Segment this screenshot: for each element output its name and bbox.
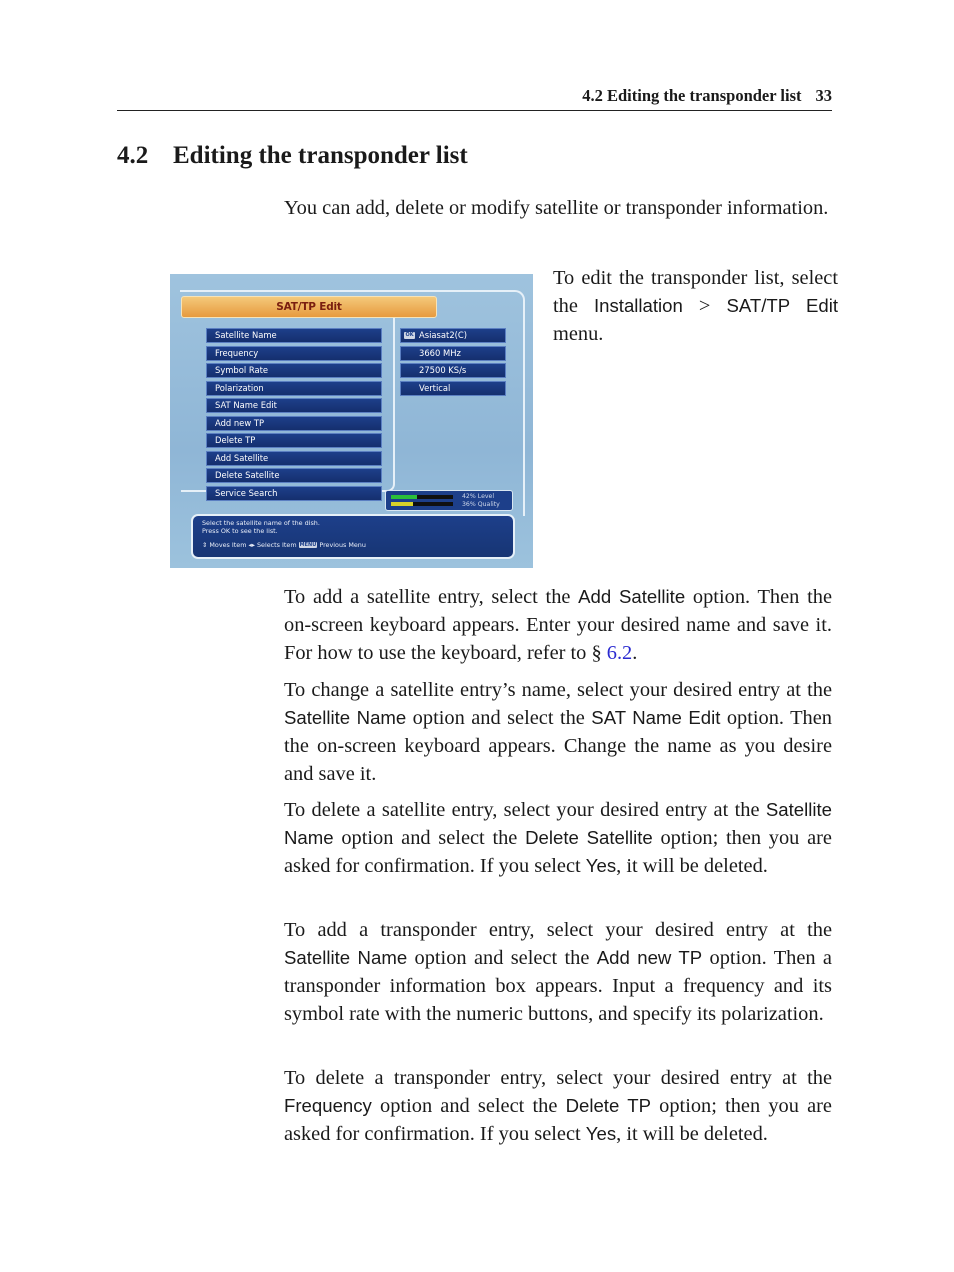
value-frequency[interactable]: 3660 MHz xyxy=(400,346,506,361)
side-note: To edit the transponder list, select the Installation > SAT/TP Edit menu. xyxy=(553,267,838,345)
running-head xyxy=(117,86,832,111)
level-bar-fill xyxy=(391,495,417,499)
menu-item-delete-tp[interactable]: Delete TP xyxy=(206,433,382,448)
help-box xyxy=(191,514,515,559)
level-bar xyxy=(391,495,453,499)
level-label: 42% Level xyxy=(462,493,495,500)
help-move: Moves Item xyxy=(209,541,247,549)
menu-item-satellite-name[interactable]: Satellite Name xyxy=(206,328,382,343)
intro-paragraph: You can add, delete or modify satellite or transponder information. xyxy=(284,197,829,219)
screen-title: SAT/TP Edit xyxy=(181,296,437,318)
sat-tp-edit-screenshot xyxy=(170,274,533,568)
running-head-title: 4.2 Editing the transponder list xyxy=(582,86,802,105)
paragraph-delete-satellite: To delete a satellite entry, select your desired entry at the Satellite Name option and select the Delete Satellite option; then you are asked for confirmation. If you select Yes, it will be deleted. xyxy=(284,799,832,877)
menu-item-service-search[interactable]: Service Search xyxy=(206,486,382,501)
value-satellite-name-text: Asiasat2(C) xyxy=(419,330,468,340)
paragraph-add-transponder: To add a transponder entry, select your desired entry at the Satellite Name option and select the Add new TP option. Then a transponder information box appears. Input a frequency and its symbol rate with the numeric buttons, and specify its polarization. xyxy=(284,919,832,1025)
paragraph-delete-transponder: To delete a transponder entry, select your desired entry at the Frequency option and select the Delete TP option; then you are asked for confirmation. If you select Yes, it will be deleted. xyxy=(284,1067,832,1145)
value-symbol-rate[interactable]: 27500 KS/s xyxy=(400,363,506,378)
menu-item-add-satellite[interactable]: Add Satellite xyxy=(206,451,382,466)
value-polarization[interactable]: Vertical xyxy=(400,381,506,396)
help-line-2: Press OK to see the list. xyxy=(202,527,278,535)
menu-item-polarization[interactable]: Polarization xyxy=(206,381,382,396)
menu-list xyxy=(206,328,382,503)
menu-item-delete-satellite[interactable]: Delete Satellite xyxy=(206,468,382,483)
section-heading xyxy=(117,142,468,170)
help-select: Selects Item xyxy=(256,541,297,549)
menu-item-sat-name-edit[interactable]: SAT Name Edit xyxy=(206,398,382,413)
menu-item-add-new-tp[interactable]: Add new TP xyxy=(206,416,382,431)
section-number: 4.2 xyxy=(117,142,149,169)
quality-label: 36% Quality xyxy=(462,501,500,508)
section-title: Editing the transponder list xyxy=(173,142,468,169)
option-installation: Installation xyxy=(593,295,683,316)
help-previous: Previous Menu xyxy=(319,541,366,549)
menu-item-symbol-rate[interactable]: Symbol Rate xyxy=(206,363,382,378)
quality-bar xyxy=(391,502,453,506)
paragraph-rename-satellite: To change a satellite entry’s name, select your desired entry at the Satellite Name option and select the SAT Name Edit option. Then the on-screen keyboard appears. Change the name as you desire and save it. xyxy=(284,679,832,785)
paragraph-add-satellite: To add a satellite entry, select the Add Satellite option. Then the on-screen keyboard appears. Enter your desired name and save it. For how to use the keyboard, refer to § 6.2. xyxy=(284,586,832,664)
value-satellite-name[interactable] xyxy=(400,328,506,343)
option-sat-tp-edit: SAT/TP Edit xyxy=(726,295,838,316)
up-down-arrow-icon: ⇕ xyxy=(202,541,208,549)
help-line-1: Select the satellite name of the dish. xyxy=(202,519,320,527)
ok-badge-icon: OK xyxy=(405,332,414,338)
quality-bar-fill xyxy=(391,502,413,506)
section-link[interactable]: 6.2 xyxy=(606,642,633,664)
page-number: 33 xyxy=(815,86,832,105)
help-keys xyxy=(202,541,366,549)
left-right-arrow-icon: ◂▸ xyxy=(248,541,255,549)
value-list xyxy=(400,328,506,398)
menu-key-icon: MENU xyxy=(299,542,317,548)
menu-item-frequency[interactable]: Frequency xyxy=(206,346,382,361)
signal-meter xyxy=(385,490,513,511)
